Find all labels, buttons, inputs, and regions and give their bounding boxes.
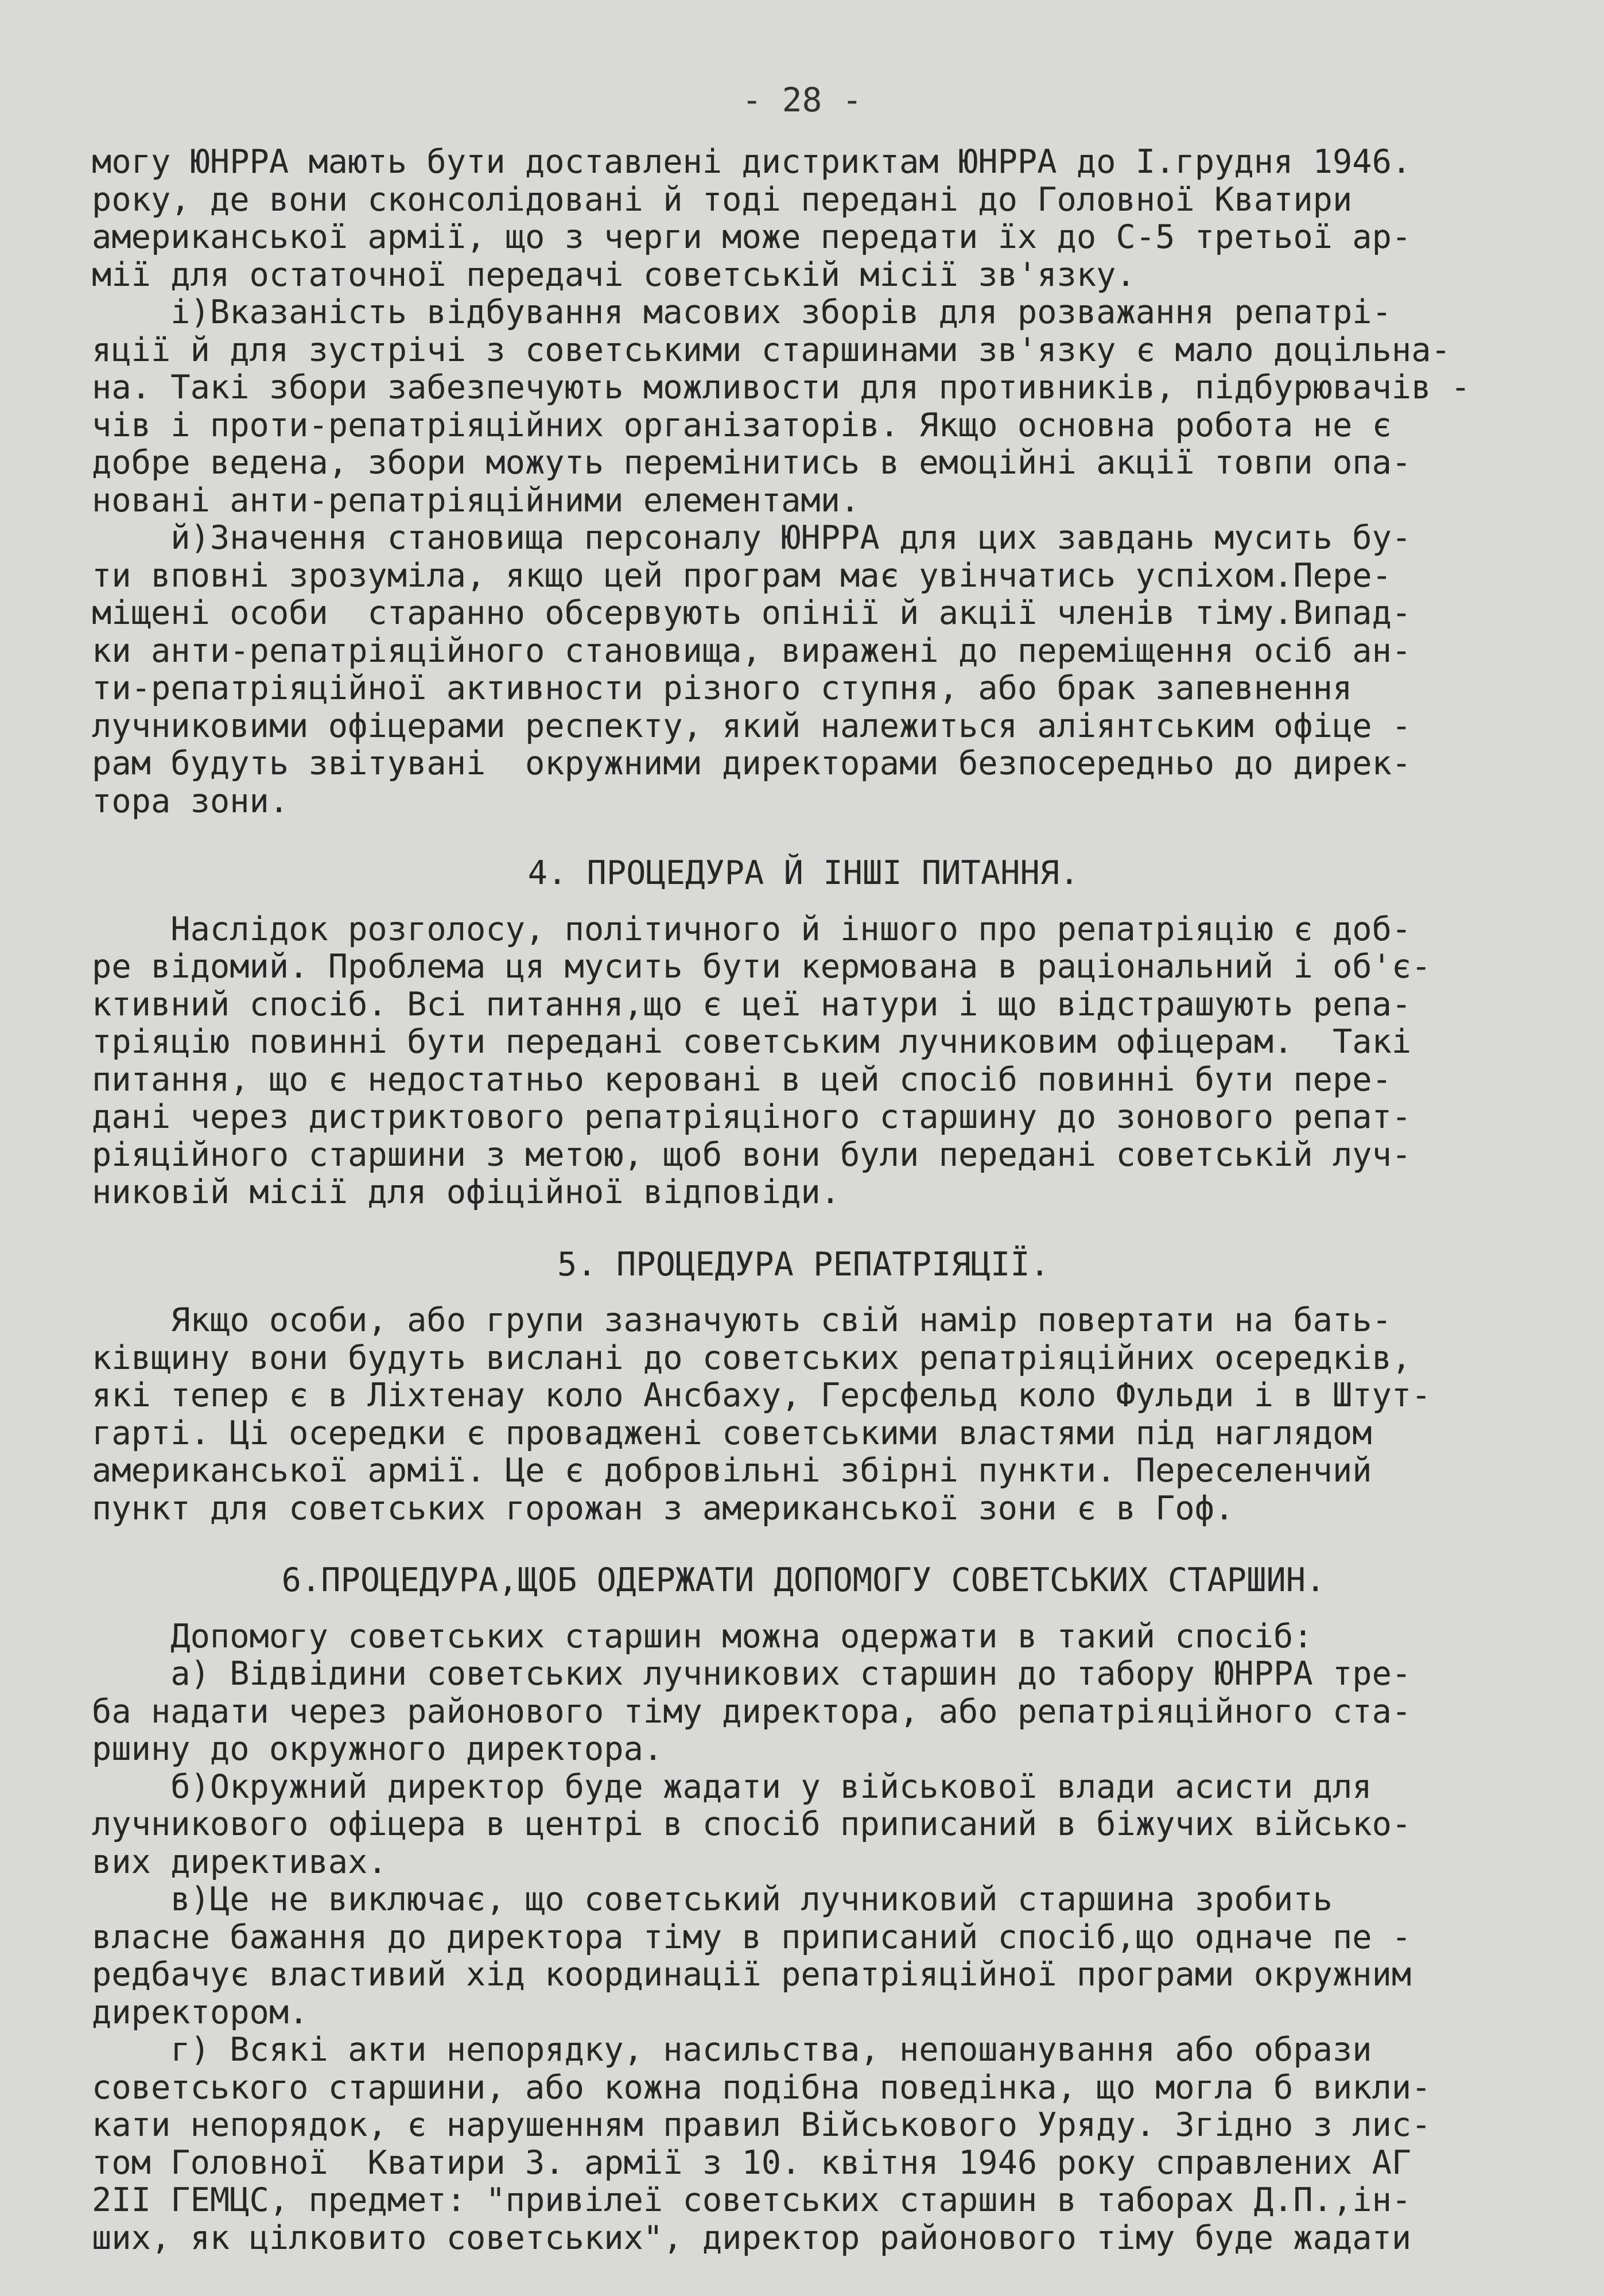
text-line: Наслідок розголосу, політичного й іншого про репатріяцію є доб- <box>92 910 1412 948</box>
text-line: рам будуть звітувані окружними директорами безпосередньо до дирек- <box>92 745 1412 782</box>
text-line: ршину до окружного директора. <box>92 1731 663 1768</box>
text-line: в)Це не виключає, що советський лучниковий старшина зробить <box>92 1881 1333 1918</box>
text-line: яції й для зустрічі з советськими старшинами зв'язку є мало доцільна- <box>92 331 1451 369</box>
section-heading: 4. ПРОЦЕДУРА Й ІНШІ ПИТАННЯ. <box>527 854 1079 892</box>
text-line: на. Такі збори забезпечують можливости для противників, підбурювачів - <box>92 369 1471 406</box>
text-line: директором. <box>92 1994 309 2031</box>
text-line: ти-репатріяційної активности різного ступня, або брак запевнення <box>92 670 1353 707</box>
section-5 <box>92 1246 1515 1528</box>
section-heading: 5. ПРОЦЕДУРА РЕПАТРІЯЦІЇ. <box>557 1245 1050 1283</box>
text-line: вих директивах. <box>92 1843 387 1881</box>
text-line: й)Значення становища персоналу ЮНРРА для цих завдань мусить бу- <box>92 519 1412 557</box>
text-line: лучникового офіцера в центрі в спосіб приписаний в біжучих військо- <box>92 1806 1412 1843</box>
text-line: Допомогу советських старшин можна одержати в такий спосіб: <box>92 1618 1313 1655</box>
text-line: Якщо особи, або групи зазначують свій намір повертати на бать- <box>92 1302 1392 1339</box>
text-line: редбачує властивий хід координації репатріяційної програми окружним <box>92 1956 1412 1994</box>
text-line: ти вповні зрозуміла, якщо цей програм має увінчатись успіхом.Пере- <box>92 557 1392 595</box>
text-line: ре відомий. Проблема ця мусить бути кермована в раціональний і об'є- <box>92 948 1431 986</box>
text-line: питання, що є недостатньо керовані в цей спосіб повинні бути пере- <box>92 1061 1392 1099</box>
text-line: г) Всякі акти непорядку, насильства, непошанування або образи <box>92 2031 1372 2069</box>
text-line: року, де вони сконсолідовані й тоді передані до Головної Кватири <box>92 181 1353 219</box>
section-4 <box>92 855 1515 1212</box>
text-line: ріяційного старшини з метою, щоб вони були передані советській луч- <box>92 1136 1412 1174</box>
text-line: тора зони. <box>92 782 289 820</box>
text-line: б)Окружний директор буде жадати у військової влади асисти для <box>92 1768 1372 1806</box>
text-line: могу ЮНРРА мають бути доставлені дистриктам ЮНРРА до I.грудня 1946. <box>92 144 1412 181</box>
text-line: новані анти-репатріяційними елементами. <box>92 482 860 519</box>
text-line: дані через дистриктового репатріяціного старшину до зонового репат- <box>92 1099 1412 1136</box>
text-line: ки анти-репатріяційного становища, виражені до переміщення осіб ан- <box>92 632 1412 670</box>
text-line: лучниковими офіцерами респекту, який належиться аліянтським офіце - <box>92 707 1412 745</box>
text-line: кати непорядок, є нарушенням правил Військового Уряду. Згідно з лис- <box>92 2107 1431 2144</box>
text-line: ших, як цілковито советських", директор районового тіму буде жадати <box>92 2219 1412 2257</box>
text-line: які тепер є в Ліхтенау коло Ансбаху, Герсфельд коло Фульди і в Штут- <box>92 1377 1431 1414</box>
text-line: никовій місії для офіційної відповіди. <box>92 1174 841 1211</box>
text-line: советського старшини, або кожна подібна поведінка, що могла б викли- <box>92 2069 1431 2107</box>
text-line: ктивний спосіб. Всі питання,що є цеї натури і що відстрашують репа- <box>92 986 1412 1023</box>
document-body <box>92 144 1515 2257</box>
intro-paragraphs <box>92 144 1515 820</box>
page-number: - 28 - <box>741 80 863 119</box>
text-line: американської армії. Це є добровільні збірні пункти. Переселенчий <box>92 1452 1372 1490</box>
text-line: і)Вказаність відбування масових зборів для розважання репатрі- <box>92 294 1392 331</box>
text-line: ківщину вони будуть вислані до советських репатріяційних осередків, <box>92 1339 1412 1377</box>
text-line: тріяцію повинні бути передані советським лучниковим офіцерам. Такі <box>92 1023 1412 1061</box>
text-line: добре ведена, збори можуть перемінитись в емоційні акції товпи опа- <box>92 444 1412 482</box>
text-line: том Головної Кватири 3. армії з 10. квітня 1946 року справлених АГ <box>92 2144 1412 2182</box>
text-line: американської армії, що з черги може передати їх до С-5 третьої ар- <box>92 219 1412 256</box>
text-line: міщені особи старанно обсервують опінії й акції членів тіму.Випад- <box>92 595 1412 632</box>
text-line: пункт для советських горожан з американської зони є в Гоф. <box>92 1490 1234 1527</box>
text-line: 2II ГЕМЦС, предмет: "привілеї советських старшин в таборах Д.П.,ін- <box>92 2182 1412 2219</box>
text-line: власне бажання до директора тіму в приписаний спосіб,що одначе пе - <box>92 1918 1412 1956</box>
text-line: мії для остаточної передачі советській місії зв'язку. <box>92 256 1136 294</box>
text-line: чів і проти-репатріяційних організаторів. Якщо основна робота не є <box>92 406 1392 444</box>
section-heading: 6.ПРОЦЕДУРА,ЩОБ ОДЕРЖАТИ ДОПОМОГУ СОВЕТСЬКИХ СТАРШИН. <box>281 1561 1326 1599</box>
text-line: ба надати через районового тіму директора, або репатріяційного ста- <box>92 1693 1412 1731</box>
text-line: гарті. Ці осередки є проваджені советськими властями під наглядом <box>92 1414 1372 1452</box>
text-line: а) Відвідини советських лучникових старшин до табору ЮНРРА тре- <box>92 1655 1412 1693</box>
section-6 <box>92 1562 1515 2257</box>
